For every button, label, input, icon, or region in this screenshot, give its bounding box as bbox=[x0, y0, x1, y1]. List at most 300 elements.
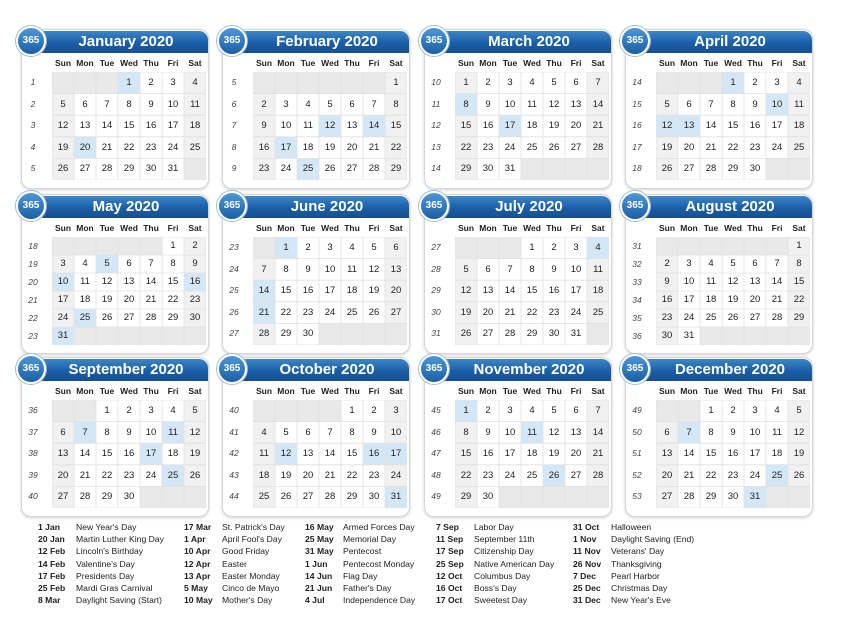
day-cell[interactable]: 6 bbox=[82, 98, 88, 110]
day-cell[interactable]: 16 bbox=[749, 120, 761, 132]
day-cell[interactable]: 11 bbox=[706, 276, 716, 287]
day-cell[interactable]: 16 bbox=[656, 291, 678, 309]
day-cell[interactable]: 7 bbox=[587, 400, 609, 422]
day-cell[interactable]: 27 bbox=[346, 163, 358, 175]
day-cell[interactable]: 9 bbox=[485, 98, 491, 110]
day-cell[interactable]: 17 bbox=[324, 285, 336, 297]
day-cell[interactable]: 29 bbox=[123, 163, 135, 175]
day-cell[interactable]: 1 bbox=[275, 237, 297, 259]
day-cell[interactable]: 11 bbox=[587, 259, 609, 281]
day-cell[interactable]: 31 bbox=[385, 486, 407, 508]
day-cell[interactable]: 16 bbox=[482, 448, 494, 460]
day-cell[interactable]: 23 bbox=[727, 469, 739, 481]
day-cell[interactable]: 3 bbox=[52, 255, 74, 273]
day-cell[interactable]: 30 bbox=[302, 328, 314, 340]
day-cell[interactable]: 17 bbox=[749, 448, 761, 460]
day-cell[interactable]: 3 bbox=[507, 405, 513, 416]
day-cell[interactable]: 21 bbox=[253, 302, 275, 324]
day-cell[interactable]: 13 bbox=[482, 285, 494, 297]
day-cell[interactable]: 6 bbox=[349, 98, 355, 110]
day-cell[interactable]: 5 bbox=[283, 426, 289, 438]
day-cell[interactable]: 8 bbox=[104, 426, 110, 438]
day-cell[interactable]: 4 bbox=[587, 237, 609, 259]
day-cell[interactable]: 8 bbox=[788, 255, 810, 273]
day-cell[interactable]: 27 bbox=[302, 491, 314, 503]
day-cell[interactable]: 14 bbox=[101, 120, 113, 132]
day-cell[interactable]: 18 bbox=[771, 448, 783, 460]
day-cell[interactable]: 22 bbox=[167, 294, 179, 305]
day-cell[interactable]: 7 bbox=[708, 98, 714, 110]
day-cell[interactable]: 25 bbox=[526, 469, 538, 481]
day-cell[interactable]: 22 bbox=[705, 469, 717, 481]
day-cell[interactable]: 18 bbox=[302, 141, 314, 153]
day-cell[interactable]: 6 bbox=[656, 422, 678, 444]
day-cell[interactable]: 10 bbox=[52, 273, 74, 291]
day-cell[interactable]: 9 bbox=[551, 263, 557, 275]
day-cell[interactable]: 30 bbox=[368, 491, 380, 503]
day-cell[interactable]: 15 bbox=[727, 120, 739, 132]
day-cell[interactable]: 1 bbox=[349, 405, 355, 416]
day-cell[interactable]: 8 bbox=[708, 426, 714, 438]
day-cell[interactable]: 23 bbox=[548, 306, 560, 318]
day-cell[interactable]: 24 bbox=[504, 141, 516, 153]
day-cell[interactable]: 3 bbox=[148, 405, 154, 416]
day-cell[interactable]: 14 bbox=[504, 285, 516, 297]
day-cell[interactable]: 12 bbox=[548, 98, 560, 110]
day-cell[interactable]: 26 bbox=[548, 141, 560, 153]
day-cell[interactable]: 24 bbox=[570, 306, 582, 318]
day-cell[interactable]: 16 bbox=[363, 443, 385, 465]
day-cell[interactable]: 22 bbox=[101, 469, 113, 481]
day-cell[interactable]: 22 bbox=[385, 137, 407, 159]
day-cell[interactable]: 9 bbox=[184, 255, 206, 273]
day-cell[interactable]: 7 bbox=[587, 72, 609, 94]
day-cell[interactable]: 17 bbox=[570, 285, 582, 297]
day-cell[interactable]: 8 bbox=[385, 94, 407, 116]
day-cell[interactable]: 24 bbox=[504, 469, 516, 481]
day-cell[interactable]: 21 bbox=[145, 294, 157, 305]
day-cell[interactable]: 25 bbox=[297, 158, 319, 180]
day-cell[interactable]: 31 bbox=[504, 163, 516, 175]
day-cell[interactable]: 2 bbox=[371, 405, 377, 416]
day-cell[interactable]: 23 bbox=[302, 306, 314, 318]
day-cell[interactable]: 16 bbox=[184, 273, 206, 291]
day-cell[interactable]: 14 bbox=[587, 94, 609, 116]
day-cell[interactable]: 5 bbox=[788, 400, 810, 422]
day-cell[interactable]: 16 bbox=[302, 285, 314, 297]
day-cell[interactable]: 18 bbox=[526, 120, 538, 132]
day-cell[interactable]: 5 bbox=[96, 255, 118, 273]
day-cell[interactable]: 6 bbox=[573, 77, 579, 88]
day-cell[interactable]: 11 bbox=[303, 120, 313, 132]
day-cell[interactable]: 19 bbox=[368, 285, 380, 297]
day-cell[interactable]: 2 bbox=[551, 242, 557, 253]
day-cell[interactable]: 3 bbox=[686, 258, 692, 269]
day-cell[interactable]: 22 bbox=[788, 291, 810, 309]
day-cell[interactable]: 22 bbox=[727, 141, 739, 153]
day-cell[interactable]: 4 bbox=[529, 405, 535, 416]
day-cell[interactable]: 28 bbox=[145, 312, 157, 323]
day-cell[interactable]: 25 bbox=[162, 465, 184, 487]
day-cell[interactable]: 2 bbox=[485, 77, 491, 88]
day-cell[interactable]: 3 bbox=[327, 242, 333, 253]
day-cell[interactable]: 25 bbox=[184, 137, 206, 159]
day-cell[interactable]: 7 bbox=[507, 263, 513, 275]
day-cell[interactable]: 20 bbox=[385, 280, 407, 302]
day-cell[interactable]: 16 bbox=[727, 448, 739, 460]
day-cell[interactable]: 12 bbox=[184, 422, 206, 444]
day-cell[interactable]: 27 bbox=[656, 486, 678, 508]
day-cell[interactable]: 28 bbox=[587, 465, 609, 487]
day-cell[interactable]: 25 bbox=[346, 306, 358, 318]
day-cell[interactable]: 6 bbox=[686, 98, 692, 110]
day-cell[interactable]: 18 bbox=[788, 115, 810, 137]
day-cell[interactable]: 25 bbox=[253, 486, 275, 508]
day-cell[interactable]: 26 bbox=[788, 465, 810, 487]
day-cell[interactable]: 14 bbox=[79, 448, 91, 460]
day-cell[interactable]: 4 bbox=[529, 77, 535, 88]
day-cell[interactable]: 22 bbox=[455, 137, 477, 159]
day-cell[interactable]: 2 bbox=[253, 94, 275, 116]
day-cell[interactable]: 14 bbox=[363, 115, 385, 137]
day-cell[interactable]: 16 bbox=[482, 120, 494, 132]
day-cell[interactable]: 23 bbox=[184, 291, 206, 309]
day-cell[interactable]: 25 bbox=[74, 309, 96, 327]
day-cell[interactable]: 14 bbox=[253, 280, 275, 302]
day-cell[interactable]: 26 bbox=[727, 312, 739, 323]
day-cell[interactable]: 9 bbox=[126, 426, 132, 438]
day-cell[interactable]: 18 bbox=[167, 448, 179, 460]
day-cell[interactable]: 20 bbox=[346, 141, 358, 153]
day-cell[interactable]: 28 bbox=[368, 163, 380, 175]
day-cell[interactable]: 19 bbox=[455, 302, 477, 324]
day-cell[interactable]: 13 bbox=[570, 98, 582, 110]
day-cell[interactable]: 28 bbox=[79, 491, 91, 503]
day-cell[interactable]: 29 bbox=[727, 163, 739, 175]
day-cell[interactable]: 16 bbox=[548, 285, 560, 297]
day-cell[interactable]: 27 bbox=[482, 328, 494, 340]
day-cell[interactable]: 4 bbox=[253, 422, 275, 444]
day-cell[interactable]: 17 bbox=[504, 448, 516, 460]
day-cell[interactable]: 16 bbox=[253, 137, 275, 159]
day-cell[interactable]: 4 bbox=[305, 98, 311, 110]
day-cell[interactable]: 1 bbox=[385, 72, 407, 94]
day-cell[interactable]: 29 bbox=[101, 491, 113, 503]
day-cell[interactable]: 25 bbox=[788, 137, 810, 159]
day-cell[interactable]: 18 bbox=[705, 294, 717, 305]
day-cell[interactable]: 25 bbox=[766, 465, 788, 487]
day-cell[interactable]: 30 bbox=[145, 163, 157, 175]
day-cell[interactable]: 28 bbox=[683, 491, 695, 503]
day-cell[interactable]: 3 bbox=[573, 242, 579, 253]
day-cell[interactable]: 26 bbox=[455, 323, 477, 345]
day-cell[interactable]: 18 bbox=[587, 280, 609, 302]
day-cell[interactable]: 9 bbox=[371, 426, 377, 438]
day-cell[interactable]: 19 bbox=[788, 443, 810, 465]
day-cell[interactable]: 1 bbox=[788, 237, 810, 255]
day-cell[interactable]: 21 bbox=[101, 141, 113, 153]
day-cell[interactable]: 17 bbox=[52, 291, 74, 309]
day-cell[interactable]: 7 bbox=[253, 259, 275, 281]
day-cell[interactable]: 12 bbox=[275, 443, 297, 465]
day-cell[interactable]: 18 bbox=[184, 115, 206, 137]
day-cell[interactable]: 8 bbox=[283, 263, 289, 275]
day-cell[interactable]: 2 bbox=[184, 237, 206, 255]
day-cell[interactable]: 15 bbox=[167, 276, 179, 287]
day-cell[interactable]: 6 bbox=[126, 258, 132, 269]
day-cell[interactable]: 13 bbox=[385, 259, 407, 281]
day-cell[interactable]: 11 bbox=[347, 263, 357, 275]
day-cell[interactable]: 10 bbox=[280, 120, 292, 132]
day-cell[interactable]: 24 bbox=[385, 465, 407, 487]
day-cell[interactable]: 30 bbox=[482, 163, 494, 175]
day-cell[interactable]: 25 bbox=[587, 302, 609, 324]
day-cell[interactable]: 4 bbox=[349, 242, 355, 253]
day-cell[interactable]: 5 bbox=[455, 259, 477, 281]
day-cell[interactable]: 29 bbox=[346, 491, 358, 503]
day-cell[interactable]: 17 bbox=[275, 137, 297, 159]
day-cell[interactable]: 6 bbox=[52, 422, 74, 444]
day-cell[interactable]: 1 bbox=[104, 405, 110, 416]
day-cell[interactable]: 6 bbox=[752, 258, 758, 269]
day-cell[interactable]: 31 bbox=[52, 327, 74, 345]
day-cell[interactable]: 11 bbox=[80, 276, 90, 287]
day-cell[interactable]: 23 bbox=[482, 469, 494, 481]
day-cell[interactable]: 29 bbox=[788, 309, 810, 327]
day-cell[interactable]: 2 bbox=[730, 405, 736, 416]
day-cell[interactable]: 10 bbox=[766, 94, 788, 116]
day-cell[interactable]: 17 bbox=[771, 120, 783, 132]
day-cell[interactable]: 7 bbox=[74, 422, 96, 444]
day-cell[interactable]: 26 bbox=[101, 312, 113, 323]
day-cell[interactable]: 30 bbox=[656, 327, 678, 345]
day-cell[interactable]: 5 bbox=[730, 258, 736, 269]
day-cell[interactable]: 30 bbox=[123, 491, 135, 503]
day-cell[interactable]: 8 bbox=[455, 94, 477, 116]
day-cell[interactable]: 15 bbox=[455, 443, 477, 465]
day-cell[interactable]: 10 bbox=[385, 422, 407, 444]
day-cell[interactable]: 11 bbox=[162, 422, 184, 444]
day-cell[interactable]: 13 bbox=[346, 120, 358, 132]
day-cell[interactable]: 22 bbox=[526, 306, 538, 318]
day-cell[interactable]: 21 bbox=[587, 443, 609, 465]
day-cell[interactable]: 7 bbox=[774, 258, 780, 269]
day-cell[interactable]: 10 bbox=[749, 426, 761, 438]
day-cell[interactable]: 8 bbox=[730, 98, 736, 110]
day-cell[interactable]: 6 bbox=[385, 237, 407, 259]
day-cell[interactable]: 3 bbox=[774, 77, 780, 88]
day-cell[interactable]: 20 bbox=[570, 120, 582, 132]
day-cell[interactable]: 30 bbox=[727, 491, 739, 503]
day-cell[interactable]: 10 bbox=[167, 98, 179, 110]
day-cell[interactable]: 5 bbox=[656, 94, 678, 116]
day-cell[interactable]: 14 bbox=[705, 120, 717, 132]
day-cell[interactable]: 30 bbox=[749, 163, 761, 175]
day-cell[interactable]: 27 bbox=[123, 312, 135, 323]
day-cell[interactable]: 9 bbox=[730, 426, 736, 438]
day-cell[interactable]: 12 bbox=[727, 276, 739, 287]
day-cell[interactable]: 31 bbox=[570, 328, 582, 340]
day-cell[interactable]: 12 bbox=[788, 422, 810, 444]
day-cell[interactable]: 12 bbox=[656, 115, 678, 137]
day-cell[interactable]: 1 bbox=[529, 242, 535, 253]
day-cell[interactable]: 26 bbox=[656, 158, 678, 180]
day-cell[interactable]: 28 bbox=[324, 491, 336, 503]
day-cell[interactable]: 23 bbox=[656, 309, 678, 327]
day-cell[interactable]: 10 bbox=[570, 263, 582, 275]
day-cell[interactable]: 20 bbox=[683, 141, 695, 153]
day-cell[interactable]: 31 bbox=[167, 163, 179, 175]
day-cell[interactable]: 7 bbox=[148, 258, 154, 269]
day-cell[interactable]: 4 bbox=[170, 405, 176, 416]
day-cell[interactable]: 23 bbox=[368, 469, 380, 481]
day-cell[interactable]: 12 bbox=[101, 276, 113, 287]
day-cell[interactable]: 25 bbox=[526, 141, 538, 153]
day-cell[interactable]: 5 bbox=[551, 405, 557, 416]
day-cell[interactable]: 13 bbox=[656, 443, 678, 465]
day-cell[interactable]: 20 bbox=[123, 294, 135, 305]
day-cell[interactable]: 29 bbox=[280, 328, 292, 340]
day-cell[interactable]: 11 bbox=[184, 94, 206, 116]
day-cell[interactable]: 5 bbox=[371, 242, 377, 253]
day-cell[interactable]: 8 bbox=[126, 98, 132, 110]
day-cell[interactable]: 17 bbox=[140, 443, 162, 465]
day-cell[interactable]: 7 bbox=[678, 422, 700, 444]
day-cell[interactable]: 5 bbox=[327, 98, 333, 110]
day-cell[interactable]: 9 bbox=[656, 273, 678, 291]
day-cell[interactable]: 7 bbox=[104, 98, 110, 110]
day-cell[interactable]: 27 bbox=[79, 163, 91, 175]
day-cell[interactable]: 8 bbox=[455, 422, 477, 444]
day-cell[interactable]: 14 bbox=[683, 448, 695, 460]
day-cell[interactable]: 8 bbox=[349, 426, 355, 438]
day-cell[interactable]: 4 bbox=[184, 72, 206, 94]
day-cell[interactable]: 15 bbox=[788, 273, 810, 291]
day-cell[interactable]: 5 bbox=[184, 400, 206, 422]
day-cell[interactable]: 21 bbox=[705, 141, 717, 153]
day-cell[interactable]: 26 bbox=[52, 158, 74, 180]
day-cell[interactable]: 4 bbox=[82, 258, 88, 269]
day-cell[interactable]: 19 bbox=[548, 448, 560, 460]
day-cell[interactable]: 11 bbox=[253, 443, 275, 465]
day-cell[interactable]: 26 bbox=[368, 306, 380, 318]
day-cell[interactable]: 23 bbox=[253, 158, 275, 180]
day-cell[interactable]: 3 bbox=[507, 77, 513, 88]
day-cell[interactable]: 1 bbox=[722, 72, 744, 94]
day-cell[interactable]: 13 bbox=[52, 443, 74, 465]
day-cell[interactable]: 21 bbox=[587, 115, 609, 137]
day-cell[interactable]: 24 bbox=[324, 306, 336, 318]
day-cell[interactable]: 15 bbox=[526, 285, 538, 297]
day-cell[interactable]: 16 bbox=[123, 448, 135, 460]
day-cell[interactable]: 24 bbox=[52, 309, 74, 327]
day-cell[interactable]: 15 bbox=[101, 448, 113, 460]
day-cell[interactable]: 22 bbox=[123, 141, 135, 153]
day-cell[interactable]: 9 bbox=[148, 98, 154, 110]
day-cell[interactable]: 22 bbox=[455, 465, 477, 487]
day-cell[interactable]: 20 bbox=[302, 469, 314, 481]
day-cell[interactable]: 15 bbox=[123, 120, 135, 132]
day-cell[interactable]: 29 bbox=[167, 312, 179, 323]
day-cell[interactable]: 24 bbox=[749, 469, 761, 481]
day-cell[interactable]: 13 bbox=[678, 115, 700, 137]
day-cell[interactable]: 24 bbox=[145, 469, 157, 481]
day-cell[interactable]: 10 bbox=[504, 98, 516, 110]
day-cell[interactable]: 19 bbox=[324, 141, 336, 153]
day-cell[interactable]: 9 bbox=[485, 426, 491, 438]
day-cell[interactable]: 24 bbox=[771, 141, 783, 153]
day-cell[interactable]: 27 bbox=[749, 312, 761, 323]
day-cell[interactable]: 1 bbox=[455, 400, 477, 422]
day-cell[interactable]: 12 bbox=[548, 426, 560, 438]
day-cell[interactable]: 15 bbox=[385, 115, 407, 137]
day-cell[interactable]: 3 bbox=[752, 405, 758, 416]
day-cell[interactable]: 18 bbox=[526, 448, 538, 460]
day-cell[interactable]: 10 bbox=[324, 263, 336, 275]
day-cell[interactable]: 21 bbox=[504, 306, 516, 318]
day-cell[interactable]: 20 bbox=[749, 294, 761, 305]
day-cell[interactable]: 24 bbox=[683, 312, 695, 323]
day-cell[interactable]: 29 bbox=[385, 158, 407, 180]
day-cell[interactable]: 22 bbox=[280, 306, 292, 318]
day-cell[interactable]: 13 bbox=[570, 426, 582, 438]
day-cell[interactable]: 9 bbox=[752, 98, 758, 110]
day-cell[interactable]: 27 bbox=[570, 469, 582, 481]
day-cell[interactable]: 23 bbox=[123, 469, 135, 481]
day-cell[interactable]: 19 bbox=[280, 469, 292, 481]
day-cell[interactable]: 20 bbox=[570, 448, 582, 460]
day-cell[interactable]: 10 bbox=[504, 426, 516, 438]
day-cell[interactable]: 17 bbox=[683, 294, 695, 305]
day-cell[interactable]: 28 bbox=[504, 328, 516, 340]
day-cell[interactable]: 28 bbox=[587, 137, 609, 159]
day-cell[interactable]: 21 bbox=[683, 469, 695, 481]
day-cell[interactable]: 15 bbox=[346, 448, 358, 460]
day-cell[interactable]: 24 bbox=[280, 163, 292, 175]
day-cell[interactable]: 2 bbox=[656, 255, 678, 273]
day-cell[interactable]: 20 bbox=[482, 306, 494, 318]
day-cell[interactable]: 30 bbox=[482, 491, 494, 503]
day-cell[interactable]: 6 bbox=[305, 426, 311, 438]
day-cell[interactable]: 2 bbox=[485, 405, 491, 416]
day-cell[interactable]: 21 bbox=[368, 141, 380, 153]
day-cell[interactable]: 24 bbox=[167, 141, 179, 153]
day-cell[interactable]: 20 bbox=[52, 465, 74, 487]
day-cell[interactable]: 11 bbox=[521, 422, 543, 444]
day-cell[interactable]: 10 bbox=[683, 276, 695, 287]
day-cell[interactable]: 23 bbox=[145, 141, 157, 153]
day-cell[interactable]: 13 bbox=[123, 276, 135, 287]
day-cell[interactable]: 27 bbox=[683, 163, 695, 175]
day-cell[interactable]: 11 bbox=[788, 94, 810, 116]
day-cell[interactable]: 19 bbox=[52, 137, 74, 159]
day-cell[interactable]: 15 bbox=[280, 285, 292, 297]
day-cell[interactable]: 28 bbox=[705, 163, 717, 175]
day-cell[interactable]: 4 bbox=[774, 405, 780, 416]
day-cell[interactable]: 29 bbox=[455, 158, 477, 180]
day-cell[interactable]: 18 bbox=[79, 294, 91, 305]
day-cell[interactable]: 19 bbox=[656, 137, 678, 159]
day-cell[interactable]: 19 bbox=[548, 120, 560, 132]
day-cell[interactable]: 9 bbox=[305, 263, 311, 275]
day-cell[interactable]: 19 bbox=[184, 443, 206, 465]
day-cell[interactable]: 19 bbox=[727, 294, 739, 305]
day-cell[interactable]: 17 bbox=[167, 120, 179, 132]
day-cell[interactable]: 26 bbox=[280, 491, 292, 503]
day-cell[interactable]: 1 bbox=[708, 405, 714, 416]
day-cell[interactable]: 2 bbox=[126, 405, 132, 416]
day-cell[interactable]: 28 bbox=[101, 163, 113, 175]
